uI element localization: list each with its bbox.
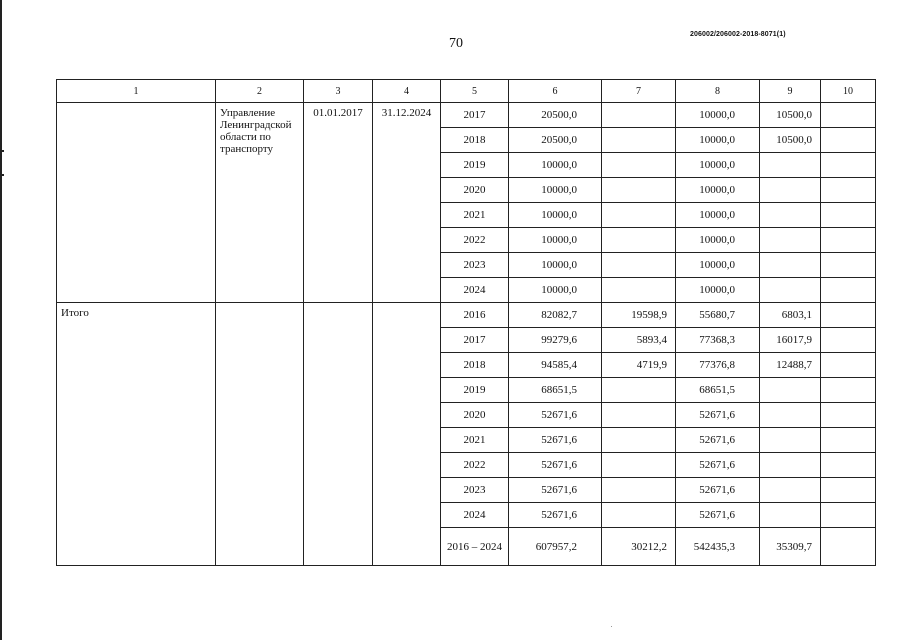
start-date-cell: 01.01.2017 xyxy=(304,103,373,303)
year-cell: 2018 xyxy=(441,353,509,378)
total-amount-cell: 10000,0 xyxy=(509,253,602,278)
document-code: 206002/206002-2018-8071(1) xyxy=(690,31,786,38)
federal-amount-cell xyxy=(602,403,676,428)
regional-amount-cell: 55680,7 xyxy=(676,303,760,328)
year-cell: 2022 xyxy=(441,228,509,253)
budget-table xyxy=(56,79,876,566)
regional-amount-cell: 10000,0 xyxy=(676,128,760,153)
regional-amount-cell: 52671,6 xyxy=(676,478,760,503)
column-header: 2 xyxy=(216,80,304,103)
regional-amount-cell: 10000,0 xyxy=(676,228,760,253)
other-sources-cell xyxy=(821,528,876,566)
year-cell: 2020 xyxy=(441,403,509,428)
other-sources-cell xyxy=(821,228,876,253)
regional-amount-cell: 10000,0 xyxy=(676,153,760,178)
year-cell: 2019 xyxy=(441,378,509,403)
local-amount-cell: 6803,1 xyxy=(760,303,821,328)
other-sources-cell xyxy=(821,203,876,228)
year-cell: 2024 xyxy=(441,503,509,528)
regional-amount-cell: 10000,0 xyxy=(676,178,760,203)
table-row xyxy=(57,303,876,328)
other-sources-cell xyxy=(821,103,876,128)
other-sources-cell xyxy=(821,478,876,503)
total-amount-cell: 20500,0 xyxy=(509,103,602,128)
local-amount-cell xyxy=(760,478,821,503)
year-cell: 2019 xyxy=(441,153,509,178)
year-cell: 2024 xyxy=(441,278,509,303)
total-amount-cell: 52671,6 xyxy=(509,478,602,503)
other-sources-cell xyxy=(821,403,876,428)
federal-amount-cell xyxy=(602,503,676,528)
local-amount-cell: 16017,9 xyxy=(760,328,821,353)
total-amount-cell: 10000,0 xyxy=(509,278,602,303)
page-edge-tick xyxy=(0,150,4,152)
local-amount-cell xyxy=(760,253,821,278)
other-sources-cell xyxy=(821,503,876,528)
total-amount-cell: 94585,4 xyxy=(509,353,602,378)
regional-amount-cell: 68651,5 xyxy=(676,378,760,403)
federal-amount-cell xyxy=(602,103,676,128)
local-amount-cell: 12488,7 xyxy=(760,353,821,378)
other-sources-cell xyxy=(821,328,876,353)
regional-amount-cell: 10000,0 xyxy=(676,278,760,303)
federal-amount-cell xyxy=(602,378,676,403)
local-amount-cell: 10500,0 xyxy=(760,103,821,128)
year-cell: 2023 xyxy=(441,253,509,278)
empty-cell xyxy=(216,303,304,566)
total-amount-cell: 10000,0 xyxy=(509,178,602,203)
total-amount-cell: 52671,6 xyxy=(509,503,602,528)
page-left-edge-rule xyxy=(0,0,2,640)
other-sources-cell xyxy=(821,153,876,178)
local-amount-cell xyxy=(760,178,821,203)
local-amount-cell: 35309,7 xyxy=(760,528,821,566)
local-amount-cell xyxy=(760,428,821,453)
federal-amount-cell xyxy=(602,228,676,253)
end-date-cell: 31.12.2024 xyxy=(373,103,441,303)
column-header: 8 xyxy=(676,80,760,103)
year-cell: 2022 xyxy=(441,453,509,478)
federal-amount-cell: 5893,4 xyxy=(602,328,676,353)
local-amount-cell xyxy=(760,403,821,428)
federal-amount-cell xyxy=(602,178,676,203)
federal-amount-cell: 4719,9 xyxy=(602,353,676,378)
local-amount-cell xyxy=(760,378,821,403)
other-sources-cell xyxy=(821,253,876,278)
federal-amount-cell xyxy=(602,153,676,178)
regional-amount-cell: 52671,6 xyxy=(676,503,760,528)
year-cell: 2023 xyxy=(441,478,509,503)
column-header: 7 xyxy=(602,80,676,103)
year-cell: 2020 xyxy=(441,178,509,203)
other-sources-cell xyxy=(821,353,876,378)
column-header: 6 xyxy=(509,80,602,103)
column-header: 3 xyxy=(304,80,373,103)
column-number-row xyxy=(57,80,876,103)
page-edge-tick xyxy=(0,174,4,176)
total-amount-cell: 10000,0 xyxy=(509,153,602,178)
federal-amount-cell xyxy=(602,478,676,503)
year-cell: 2018 xyxy=(441,128,509,153)
total-amount-cell: 68651,5 xyxy=(509,378,602,403)
regional-amount-cell: 52671,6 xyxy=(676,428,760,453)
page-number: 70 xyxy=(449,36,463,51)
local-amount-cell xyxy=(760,203,821,228)
federal-amount-cell xyxy=(602,428,676,453)
other-sources-cell xyxy=(821,428,876,453)
total-amount-cell: 52671,6 xyxy=(509,403,602,428)
column-header: 4 xyxy=(373,80,441,103)
federal-amount-cell: 30212,2 xyxy=(602,528,676,566)
federal-amount-cell: 19598,9 xyxy=(602,303,676,328)
total-amount-cell: 52671,6 xyxy=(509,428,602,453)
year-cell: 2017 xyxy=(441,103,509,128)
other-sources-cell xyxy=(821,278,876,303)
year-cell: 2017 xyxy=(441,328,509,353)
regional-amount-cell: 542435,3 xyxy=(676,528,760,566)
total-amount-cell: 10000,0 xyxy=(509,228,602,253)
table-row xyxy=(57,103,876,128)
local-amount-cell: 10500,0 xyxy=(760,128,821,153)
other-sources-cell xyxy=(821,178,876,203)
column-header: 5 xyxy=(441,80,509,103)
regional-amount-cell: 10000,0 xyxy=(676,253,760,278)
regional-amount-cell: 52671,6 xyxy=(676,403,760,428)
total-amount-cell: 82082,7 xyxy=(509,303,602,328)
federal-amount-cell xyxy=(602,253,676,278)
year-cell: 2016 xyxy=(441,303,509,328)
regional-amount-cell: 52671,6 xyxy=(676,453,760,478)
column-header: 10 xyxy=(821,80,876,103)
local-amount-cell xyxy=(760,228,821,253)
year-cell: 2021 xyxy=(441,428,509,453)
empty-cell xyxy=(373,303,441,566)
total-amount-cell: 10000,0 xyxy=(509,203,602,228)
regional-amount-cell: 77376,8 xyxy=(676,353,760,378)
total-amount-cell: 52671,6 xyxy=(509,453,602,478)
total-amount-cell: 20500,0 xyxy=(509,128,602,153)
total-label-cell: Итого xyxy=(57,303,216,566)
column-header: 1 xyxy=(57,80,216,103)
total-amount-cell: 99279,6 xyxy=(509,328,602,353)
local-amount-cell xyxy=(760,153,821,178)
federal-amount-cell xyxy=(602,128,676,153)
local-amount-cell xyxy=(760,278,821,303)
other-sources-cell xyxy=(821,378,876,403)
year-cell: 2021 xyxy=(441,203,509,228)
empty-cell xyxy=(304,303,373,566)
other-sources-cell xyxy=(821,303,876,328)
other-sources-cell xyxy=(821,453,876,478)
regional-amount-cell: 10000,0 xyxy=(676,203,760,228)
federal-amount-cell xyxy=(602,203,676,228)
regional-amount-cell: 10000,0 xyxy=(676,103,760,128)
event-name-cell xyxy=(57,103,216,303)
local-amount-cell xyxy=(760,453,821,478)
column-header: 9 xyxy=(760,80,821,103)
responsible-organization-cell: Управление Ленинградской области по транспорту xyxy=(216,103,304,303)
other-sources-cell xyxy=(821,128,876,153)
federal-amount-cell xyxy=(602,453,676,478)
total-amount-cell: 607957,2 xyxy=(509,528,602,566)
local-amount-cell xyxy=(760,503,821,528)
regional-amount-cell: 77368,3 xyxy=(676,328,760,353)
scan-speck xyxy=(611,626,612,627)
federal-amount-cell xyxy=(602,278,676,303)
year-cell: 2016 – 2024 xyxy=(441,528,509,566)
